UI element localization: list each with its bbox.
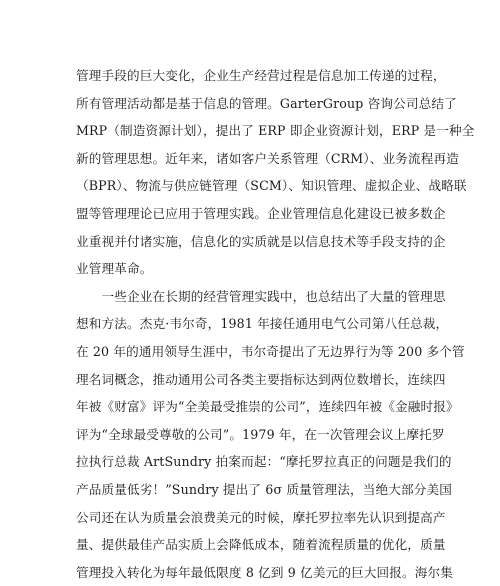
text-line: （BPR）、物流与供应链管理（SCM）、知识管理、虚拟企业、战略联 <box>76 178 467 194</box>
text-line: 业重视并付诸实施，信息化的实质就是以信息技术等手段支持的企 <box>76 233 446 249</box>
text-line: 业管理革命。 <box>76 261 153 277</box>
text-line: 量、提供最佳产品实质上会降低成本，随着流程质量的优化，质量 <box>76 537 446 553</box>
paragraph-start-line: 一些企业在长期的经营管理实践中，也总结出了大量的管理思 <box>76 288 446 304</box>
text-line: 想和方法。杰克·韦尔奇，1981 年接任通用电气公司第八任总裁， <box>76 316 449 332</box>
text-line: 所有管理活动都是基于信息的管理。GarterGroup 咨询公司总结了 <box>76 95 457 111</box>
text-line: 拉执行总裁 ArtSundry 拍案而起：“摩托罗拉真正的问题是我们的 <box>76 454 452 470</box>
text-line: 在 20 年的通用领导生涯中，韦尔奇提出了无边界行为等 200 多个管 <box>76 343 465 359</box>
text-line: 管理投入转化为每年最低限度 8 亿到 9 亿美元的巨大回报。海尔集 <box>76 564 454 580</box>
text-line: 公司还在认为质量会浪费美元的时候，摩托罗拉率先认识到提高产 <box>76 509 446 525</box>
body-text <box>76 62 475 586</box>
text-line: 年被《财富》评为“全美最受推崇的公司”，连续四年被《金融时报》 <box>76 399 459 415</box>
text-line: 新的管理思想。近年来，诸如客户关系管理（CRM）、业务流程再造 <box>76 150 459 166</box>
text-line: 理名词概念，推动通用公司各类主要指标达到两位数增长，连续四 <box>76 371 446 387</box>
text-line: 产品质量低劣！”Sundry 提出了 6σ 质量管理法，当绝大部分美国 <box>76 481 453 497</box>
text-line: MRP（制造资源计划），提出了 ERP 即企业资源计划，ERP 是一种全 <box>76 123 475 139</box>
text-line: 盟等管理理论已应用于管理实践。企业管理信息化建设已被多数企 <box>76 205 446 221</box>
text-line: 评为“全球最受尊敬的公司”。1979 年，在一次管理会议上摩托罗 <box>76 426 445 442</box>
text-line: 管理手段的巨大变化，企业生产经营过程是信息加工传递的过程， <box>76 68 446 83</box>
